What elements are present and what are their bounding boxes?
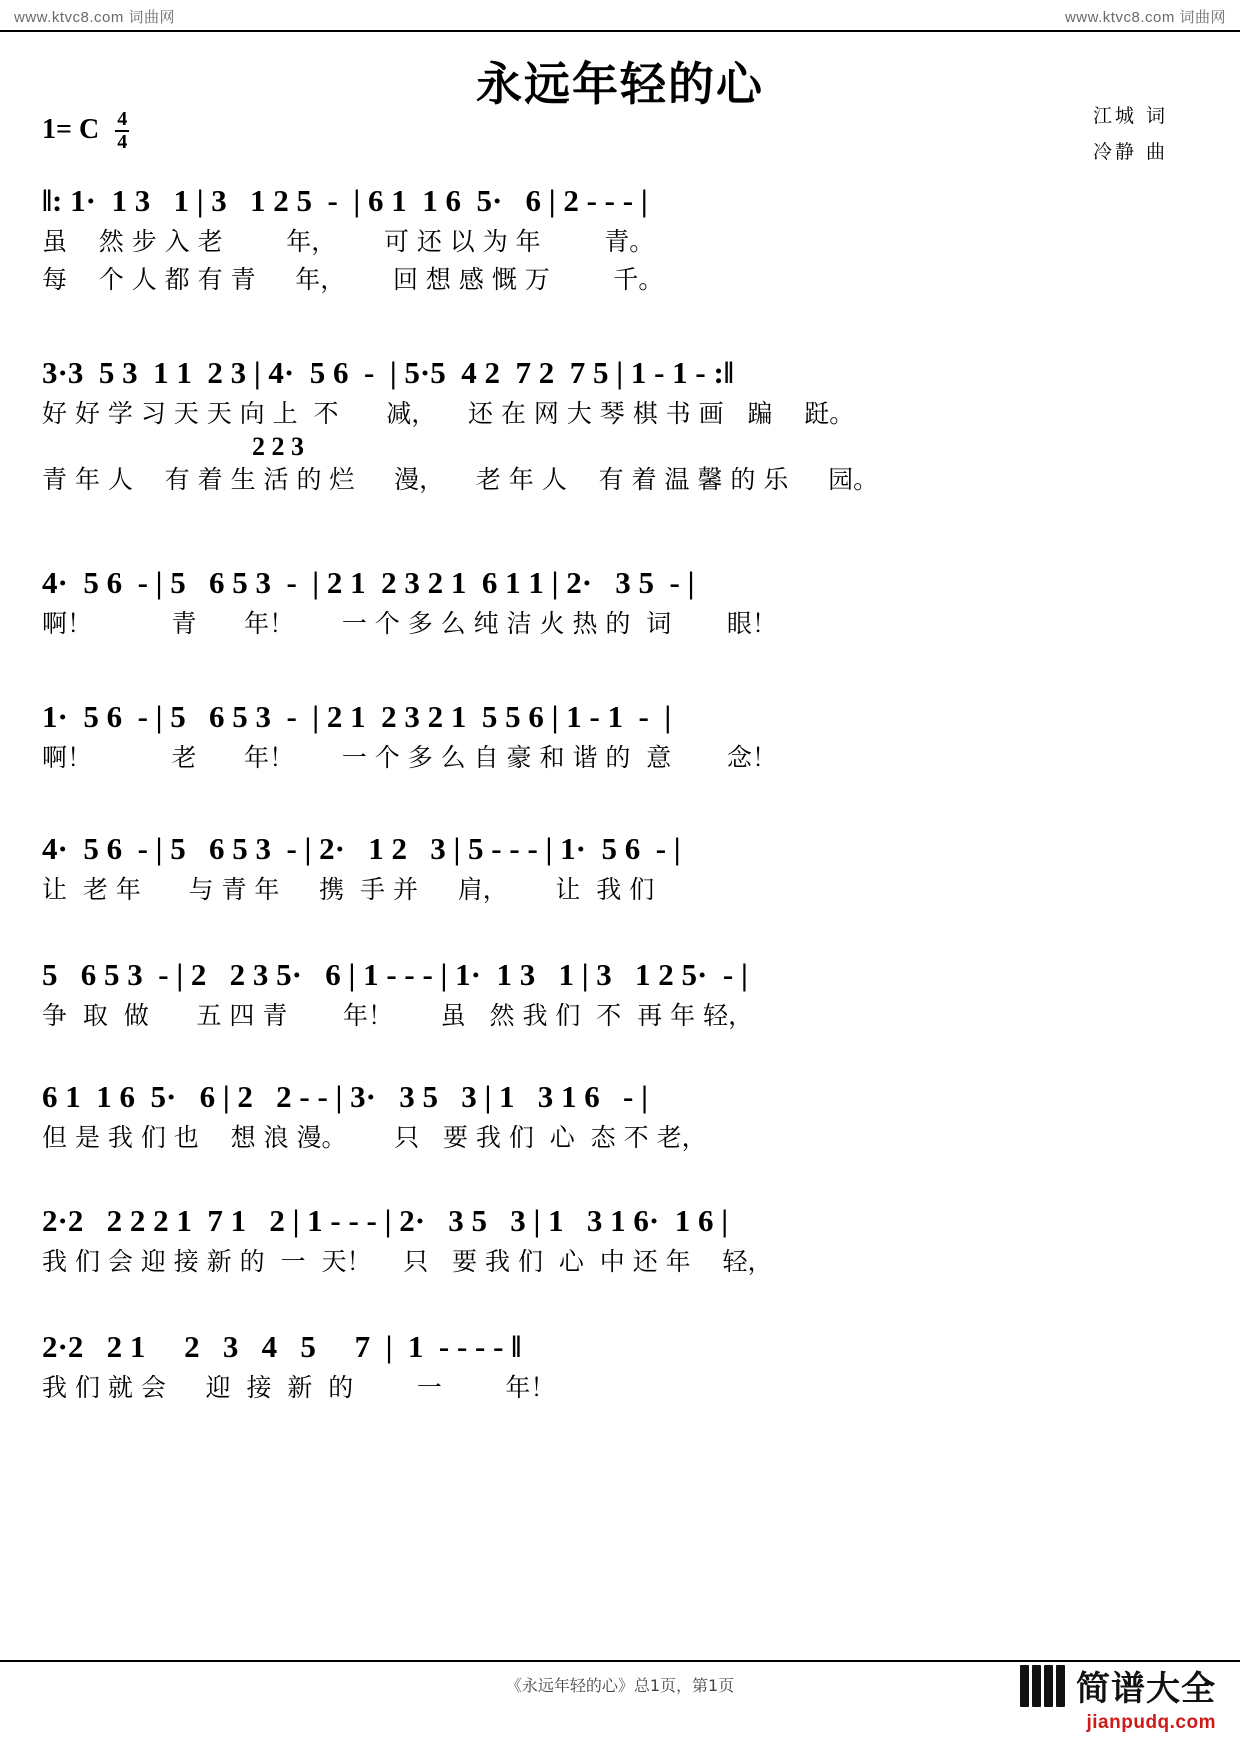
score-system-7	[42, 1074, 1200, 1156]
lyrics-line: 我 们 会 迎 接 新 的 一 天！ 只 要 我 们 心 中 还 年 轻，	[42, 1247, 773, 1276]
logo-url[interactable]: jianpudq.com	[1086, 1712, 1216, 1733]
watermark-right: www.ktvc8.com 词曲网	[1064, 9, 1226, 26]
lyricist-credit: 江城 词	[1092, 105, 1168, 127]
lyrics-line: 青 年 人 有 着 生 活 的 烂 漫， 老 年 人 有 着 温 馨 的 乐 园。	[42, 465, 879, 494]
piano-keys-icon	[1020, 1665, 1068, 1707]
score-system-3	[42, 560, 1200, 642]
top-divider	[0, 30, 1240, 32]
key-signature	[42, 108, 129, 152]
notation-line: 2·2 2 2 2 1 7 1 2 | 1 - - - | 2· 3 5 3 | 1 3 1 6· 1 6 |	[42, 1203, 729, 1238]
lyrics-line: 啊！ 老 年！ 一 个 多 么 自 豪 和 谐 的 意 念！	[42, 743, 777, 772]
score-system-8	[42, 1198, 1200, 1280]
notation-line: 3·3 5 3 1 1 2 3 | 4· 5 6 - | 5·5 4 2 7 2 7 5 | 1 - 1 - :‖	[42, 355, 734, 390]
lyrics-line: 好 好 学 习 天 天 向 上 不 减， 还 在 网 大 琴 棋 书 画 蹁 跹。	[42, 399, 855, 428]
score-system-9	[42, 1324, 1200, 1406]
notation-extra: 2 2 3	[252, 432, 304, 461]
lyrics-line: 啊！ 青 年！ 一 个 多 么 纯 洁 火 热 的 词 眼！	[42, 609, 777, 638]
score-system-6	[42, 952, 1200, 1034]
lyrics-line: 让 老 年 与 青 年 携 手 并 肩， 让 我 们	[42, 875, 655, 904]
score-system-2	[42, 350, 1200, 498]
time-signature	[115, 109, 129, 153]
notation-line: ‖: 1· 1 3 1 | 3 1 2 5 - | 6 1 1 6 5· 6 | 2 - - - |	[42, 183, 648, 218]
time-signature-numerator: 4	[117, 108, 128, 130]
composer-credit: 冷静 曲	[1092, 141, 1168, 164]
lyrics-line: 我 们 就 会 迎 接 新 的 一 年！	[42, 1373, 556, 1402]
notation-line: 2·2 2 1 2 3 4 5 7 | 1 - - - - ‖	[42, 1329, 522, 1364]
time-signature-denominator: 4	[117, 131, 128, 153]
notation-line: 6 1 1 6 5· 6 | 2 2 - - | 3· 3 5 3 | 1 3 1 6 - |	[42, 1079, 648, 1114]
notation-line: 5 6 5 3 - | 2 2 3 5· 6 | 1 - - - | 1· 1 3 1 | 3 1 2 5· - |	[42, 957, 748, 992]
logo-text: 简谱大全	[1076, 1669, 1216, 1709]
notation-line: 1· 5 6 - | 5 6 5 3 - | 2 1 2 3 2 1 5 5 6 | 1 - 1 - |	[42, 699, 672, 734]
score-system-5	[42, 826, 1200, 908]
lyrics-line: 但 是 我 们 也 想 浪 漫。 只 要 我 们 心 态 不 老，	[42, 1123, 707, 1152]
lyrics-line: 每 个 人 都 有 青 年， 回 想 感 慨 万 千。	[42, 265, 664, 294]
lyrics-line: 虽 然 步 入 老 年， 可 还 以 为 年 青。	[42, 227, 655, 256]
score-system-4	[42, 694, 1200, 776]
notation-line: 4· 5 6 - | 5 6 5 3 - | 2· 1 2 3 | 5 - - - | 1· 5 6 - |	[42, 831, 681, 866]
notation-line: 4· 5 6 - | 5 6 5 3 - | 2 1 2 3 2 1 6 1 1 | 2· 3 5 - |	[42, 565, 695, 600]
site-logo[interactable]	[1020, 1661, 1216, 1734]
logo-row	[1020, 1661, 1216, 1710]
score-system-1	[42, 178, 1200, 298]
watermark-left: www.ktvc8.com 词曲网	[14, 9, 176, 26]
lyrics-line: 争 取 做 五 四 青 年！ 虽 然 我 们 不 再 年 轻，	[42, 1001, 754, 1030]
key-label: 1= C	[42, 114, 100, 145]
page-caption: 《永远年轻的心》总1页，第1页	[505, 1676, 735, 1695]
page-title: 永远年轻的心	[476, 57, 764, 111]
credits	[1093, 98, 1168, 170]
